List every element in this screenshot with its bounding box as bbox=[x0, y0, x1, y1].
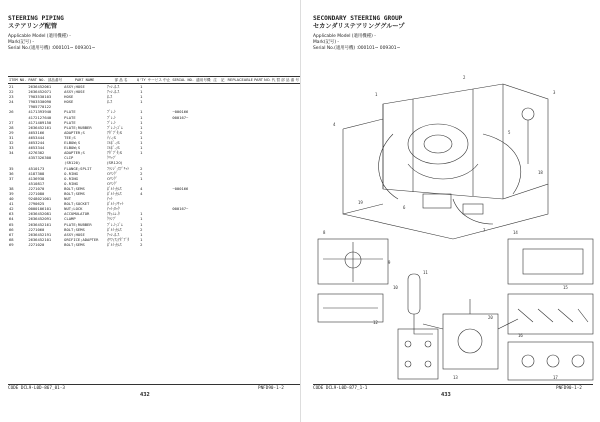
left-footer-code: CODE DCL9-L0D-867_01-3 bbox=[8, 386, 65, 391]
table-row bbox=[8, 242, 300, 247]
cell-item: 67 bbox=[9, 231, 14, 237]
cell-jp: ﾅｯﾄ bbox=[107, 196, 113, 202]
left-serial-no: Serial No.(適用号機) :000101~ 009301~ bbox=[8, 46, 96, 51]
pump-body bbox=[408, 124, 468, 164]
cell-jp: ﾎﾞﾙﾄ;ｾﾑｽ bbox=[107, 241, 122, 247]
left-footer-rule bbox=[8, 384, 300, 385]
cell-pn: 9248021001 bbox=[28, 196, 52, 202]
cell-jp: ｱｷｭﾑﾚ-ﾀ bbox=[107, 211, 120, 217]
cell-name: NUT;LOCK bbox=[64, 206, 83, 212]
cell-name: BOLT;SEMS bbox=[64, 241, 85, 247]
cell-name: PLATE;RUBBER bbox=[64, 221, 92, 227]
cell-jp: ｸﾘｯﾌﾟ bbox=[107, 155, 117, 161]
cell-pn: 2636452061 bbox=[28, 84, 52, 89]
bolt-4 bbox=[425, 361, 431, 367]
frame-side bbox=[343, 119, 383, 214]
cell-name: BOLT;SEMS bbox=[64, 190, 85, 196]
header-part-no: PART NO. 部品番号 bbox=[28, 78, 63, 82]
cell-name: PLATE bbox=[64, 114, 76, 120]
cell-qty: 4 bbox=[140, 185, 143, 191]
cell-item: 36 bbox=[9, 170, 14, 176]
manifold-block bbox=[443, 314, 498, 369]
cell-pn: 2636452071 bbox=[28, 89, 52, 95]
header-qty: Q'TY bbox=[136, 78, 146, 82]
cell-pn: 4510817 bbox=[28, 180, 45, 186]
cell-pn: 0000106101 bbox=[28, 206, 52, 212]
detail-box-a-lines bbox=[323, 242, 383, 282]
cell-name: CLIP bbox=[64, 155, 74, 161]
cell-serial bbox=[171, 242, 211, 247]
cell-pn: J271070 bbox=[28, 185, 45, 191]
cell-item: 40 bbox=[9, 196, 14, 202]
callout-label: 19 bbox=[358, 200, 363, 205]
detail-c-part bbox=[523, 249, 583, 274]
header-service: サービス 中止 bbox=[147, 78, 171, 82]
cell-jp: ｱｯｼ-ﾎ-ｽ bbox=[107, 89, 120, 95]
cell-qty: 1 bbox=[140, 221, 143, 227]
cell-pn: 4136938 bbox=[28, 175, 45, 181]
pump-core bbox=[424, 135, 452, 153]
cell-pn: 4653166 bbox=[28, 129, 45, 135]
cell-qty: 1 bbox=[140, 150, 143, 156]
callout-label: 13 bbox=[453, 375, 458, 380]
right-applicable-model: Applicable Model (適用機種) - bbox=[313, 34, 376, 39]
cell-qty: 1 bbox=[140, 119, 143, 125]
left-mark: Mark(記号) - bbox=[8, 40, 35, 45]
left-page-number: 432 bbox=[140, 392, 150, 398]
cell-name: HOSE bbox=[64, 94, 74, 100]
detail-e-circle-2 bbox=[547, 355, 559, 367]
cell-qty: 1 bbox=[140, 211, 143, 217]
cell-pn: 7903530103 bbox=[28, 94, 52, 100]
cell-item: 37 bbox=[9, 175, 14, 181]
right-title-en: SECONDARY STEERING GROUP bbox=[313, 15, 403, 22]
right-serial-no: Serial No.(適用号機) :000101~ 009301~ bbox=[313, 46, 401, 51]
detail-box-e bbox=[508, 342, 593, 380]
frame-outline bbox=[383, 84, 548, 199]
cell-qty: 1 bbox=[140, 109, 143, 115]
cell-note bbox=[219, 242, 227, 247]
cell-qty: 1 bbox=[140, 134, 143, 140]
cell-item: 35 bbox=[9, 165, 14, 171]
cell-name: ELBOW;S bbox=[64, 145, 81, 151]
left-title-en: STEERING PIPING bbox=[8, 15, 64, 22]
cell-name: PLATE bbox=[64, 119, 76, 125]
cell-qty: 1 bbox=[140, 216, 143, 222]
cell-jp: ﾌﾟﾚ-ﾄ bbox=[107, 119, 116, 125]
cell-qty: 1 bbox=[140, 140, 143, 146]
bracket-plate bbox=[398, 329, 438, 379]
cell-qty: 2 bbox=[140, 170, 143, 176]
cell-name: PLATE;RUBBER bbox=[64, 124, 92, 130]
cell-jp: ﾌﾟﾚ-ﾄ;ｺﾞﾑ bbox=[107, 124, 123, 130]
callout-label: 2 bbox=[463, 75, 466, 80]
cell-pn: J790625 bbox=[28, 201, 45, 207]
cell-item: 41 bbox=[9, 201, 14, 207]
bolt-3 bbox=[405, 361, 411, 367]
cell-name: ASSY;HOSE bbox=[64, 231, 85, 237]
cell-jp: ﾎﾞﾙﾄ;ｾﾑｽ bbox=[107, 185, 122, 191]
cell-name: ASSY;HOSE bbox=[64, 89, 85, 95]
right-title-jp: セカンダリステアリンググループ bbox=[313, 23, 405, 30]
cell-pn: 7903530090 bbox=[28, 99, 52, 105]
cell-pn: 4171393940 bbox=[28, 109, 52, 115]
cell-pn: 4653444 bbox=[28, 134, 45, 140]
cell-pn: 4172127640 bbox=[28, 114, 52, 120]
cell-item: 64 bbox=[9, 216, 14, 222]
cell-qty: 1 bbox=[140, 99, 143, 105]
callout-label: 4 bbox=[333, 122, 336, 127]
cell-name: BOLT;SOCKET bbox=[64, 201, 90, 207]
cell-pn: 2636452101 bbox=[28, 236, 52, 242]
header-jp-name: 部 品 名 bbox=[106, 77, 136, 84]
cell-jp: Oﾘﾝｸﾞ bbox=[107, 180, 118, 186]
cell-serial: 000167~ bbox=[172, 114, 189, 120]
manifold-port bbox=[458, 329, 482, 353]
cell-name: FLANGE;SPLIT bbox=[64, 165, 92, 171]
callout-label: 14 bbox=[513, 230, 518, 235]
cell-jp: ｱｯｼ-ﾎ-ｽ bbox=[107, 84, 120, 89]
cell-note bbox=[227, 242, 300, 247]
cell-pn: 4510173 bbox=[28, 165, 45, 171]
cell-pn: J271020 bbox=[28, 241, 45, 247]
cell-item: 27 bbox=[9, 119, 14, 125]
cell-qty: 1 bbox=[140, 145, 143, 151]
cell-pn: 4653244 bbox=[28, 140, 45, 146]
cell-qty: 2 bbox=[140, 241, 143, 247]
cell-jp: ﾎ-ｽ bbox=[107, 94, 113, 100]
cell-item: 68 bbox=[9, 236, 14, 242]
cell-pn: 2636452161 bbox=[28, 124, 52, 130]
cell-serial: ~000166 bbox=[172, 185, 189, 191]
cell-qty: 2 bbox=[140, 165, 143, 171]
cell-qty: 1 bbox=[140, 89, 143, 95]
left-title-jp: ステアリング配管 bbox=[8, 23, 58, 30]
cell-pn: 2636452081 bbox=[28, 211, 52, 217]
cell-pn: 2636452191 bbox=[28, 231, 52, 237]
cell-pn: 4171409150 bbox=[28, 119, 52, 125]
callout-label: 8 bbox=[323, 230, 326, 235]
cell-qty: 1 bbox=[140, 114, 143, 120]
callout-label: 9 bbox=[388, 260, 391, 265]
parts-table-body bbox=[8, 84, 300, 248]
cell-item: 26 bbox=[9, 109, 14, 115]
right-page-number: 433 bbox=[441, 392, 451, 398]
cell-qty: 1 bbox=[140, 124, 143, 130]
cell-item: 63 bbox=[9, 211, 14, 217]
cell-qty: 1 bbox=[140, 94, 143, 100]
cell-item: 22 bbox=[9, 89, 14, 95]
cell-jp: ｴﾙﾎﾞ-;S bbox=[107, 145, 120, 151]
parts-table-header bbox=[8, 77, 300, 84]
left-footer-right: PNFD90-1-2 bbox=[258, 386, 284, 391]
cell-note bbox=[212, 242, 219, 247]
cell-serial: 000167~ bbox=[172, 206, 189, 212]
right-mark: Mark(記号) - bbox=[313, 40, 340, 45]
bolt-2 bbox=[425, 341, 431, 347]
callout-label: 7 bbox=[483, 228, 486, 233]
fittings-row bbox=[518, 309, 588, 322]
cell-item: 38 bbox=[9, 185, 14, 191]
detail-box-d bbox=[508, 294, 593, 334]
cell-jp: ﾃｨ-;S bbox=[107, 134, 116, 140]
cell-name: NUT bbox=[64, 196, 72, 202]
cell-item: 31 bbox=[9, 134, 14, 140]
right-page bbox=[300, 0, 600, 422]
callout-label: 6 bbox=[403, 205, 406, 210]
right-footer-rule bbox=[313, 384, 593, 385]
callout-label: 16 bbox=[518, 333, 523, 338]
cell-pn: J271080 bbox=[28, 190, 45, 196]
cell-jp: ﾎ-ｽ bbox=[107, 99, 113, 105]
cell-item: 42 bbox=[9, 206, 14, 212]
bolt-1 bbox=[405, 341, 411, 347]
cell-item: 24 bbox=[9, 99, 14, 105]
cell-pn: J271060 bbox=[28, 226, 45, 232]
callout-label: 3 bbox=[553, 90, 556, 95]
cell-pn: 4276302 bbox=[28, 150, 45, 156]
parts-table bbox=[8, 76, 300, 247]
cell-item: 65 bbox=[9, 221, 14, 227]
cell-pn: 4187308 bbox=[28, 170, 45, 176]
cell-qty: 1 bbox=[140, 231, 143, 237]
cell-jp: ﾅｯﾄ;ﾛｯｸ bbox=[107, 206, 120, 212]
cell-qty: 1 bbox=[140, 236, 143, 242]
cell-jp: ｴﾙﾎﾞ-;S bbox=[107, 140, 120, 146]
cell-item: 23 bbox=[9, 94, 14, 100]
header-replaceable: REPLACEABLE PART NO. 代 替 部 品 番 号 bbox=[227, 78, 299, 82]
cell-name: O-RING bbox=[64, 175, 78, 181]
cell-jp: ﾎﾞﾙﾄ;ｾﾑｽ bbox=[107, 226, 122, 232]
cell-name: ELBOW;S bbox=[64, 140, 81, 146]
cell-name: BOLT;SEMS bbox=[64, 226, 85, 232]
left-applicable-model: Applicable Model (適用機種) - bbox=[8, 34, 71, 39]
cell-pn: 4653344 bbox=[28, 145, 45, 151]
header-serial: SERIAL NO. 適用号機 bbox=[172, 78, 211, 82]
cell-svc bbox=[147, 242, 172, 247]
callout-label: 18 bbox=[538, 170, 543, 175]
cell-name: PLATE bbox=[64, 109, 76, 115]
cell-name: O-RING bbox=[64, 180, 78, 186]
detail-e-circle-3 bbox=[572, 355, 584, 367]
right-footer-code: CODE DCL9-L0D-877_1-1 bbox=[313, 386, 368, 391]
cell-name: HOSE bbox=[64, 99, 74, 105]
callout-label: 5 bbox=[508, 130, 511, 135]
cell-pn: 2636452091 bbox=[28, 216, 52, 222]
cell-item: 29 bbox=[9, 129, 14, 135]
hose-4 bbox=[453, 199, 493, 224]
cell-name: ADAPTER;S bbox=[64, 150, 85, 156]
callout-label: 12 bbox=[373, 320, 378, 325]
callout-label: 10 bbox=[393, 285, 398, 290]
cell-name: ASSY;HOSE bbox=[64, 84, 85, 89]
hose-1 bbox=[408, 164, 478, 179]
cell-item: 33 bbox=[9, 145, 14, 151]
reservoir bbox=[522, 108, 534, 120]
cell-serial: ~000166 bbox=[172, 109, 189, 115]
cell-qty: 4 bbox=[140, 190, 143, 196]
cell-jp: ﾎﾞﾙﾄ;ｿｹｯﾄ bbox=[107, 201, 124, 207]
hose-3 bbox=[483, 134, 521, 194]
cell-item: 34 bbox=[9, 150, 14, 156]
cell-name: BOLT;SEMS bbox=[64, 185, 85, 191]
cell-item: 28 bbox=[9, 124, 14, 130]
cell-jp: ﾌﾟﾚ-ﾄ;ｺﾞﾑ bbox=[107, 221, 123, 227]
cell-jp: ｵﾘﾌｨｽ;ｱﾀﾞﾌﾟﾀ bbox=[107, 236, 130, 242]
callout-label: 20 bbox=[488, 315, 493, 320]
cell-name: ORIFICE;ADAPTER bbox=[64, 236, 99, 242]
cell-item: 21 bbox=[9, 84, 14, 89]
callout-label: 15 bbox=[563, 285, 568, 290]
cell-name: CLAMP bbox=[64, 216, 76, 222]
cell-jp: ﾌﾟﾚ-ﾄ bbox=[107, 109, 116, 115]
cell-name: ADAPTER;S bbox=[64, 129, 85, 135]
cell-qty: 2 bbox=[140, 226, 143, 232]
cell-qty: 1 bbox=[140, 84, 143, 89]
right-footer-right: PNFD90-1-2 bbox=[556, 386, 582, 391]
callout-label: 11 bbox=[423, 270, 428, 275]
cell-name: ACCUMULATOR bbox=[64, 211, 90, 217]
cell-item: 69 bbox=[9, 241, 14, 247]
cell-pn: 2636452161 bbox=[28, 221, 52, 227]
cell-jp: Oﾘﾝｸﾞ bbox=[107, 175, 118, 181]
accumulator bbox=[408, 274, 420, 314]
cell-qty: 2 bbox=[140, 129, 143, 135]
valve-block bbox=[423, 194, 451, 208]
cell-item: 32 bbox=[9, 140, 14, 146]
cell-name: O-RING bbox=[64, 170, 78, 176]
header-col-b: 記 bbox=[219, 77, 227, 84]
cell-jp: ﾌﾟﾚ-ﾄ bbox=[107, 114, 116, 120]
valve-block-2 bbox=[463, 204, 483, 214]
cell-name: TEE;S bbox=[64, 134, 76, 140]
cell-jp: ｱﾀﾞﾌﾟﾀ;S bbox=[107, 129, 123, 135]
cell-pn: 4357326300 bbox=[28, 155, 52, 161]
cell-pn: 7905770122 bbox=[28, 104, 52, 110]
cell-jp: ｸﾗﾝﾌﾟ bbox=[107, 216, 117, 222]
exploded-parts-diagram bbox=[313, 74, 597, 386]
callout-label: 17 bbox=[553, 375, 558, 380]
header-item: ITEM NO. bbox=[9, 78, 27, 82]
detail-box-c bbox=[508, 239, 593, 284]
cell-jp: ﾌﾗﾝｼﾞ;ｽﾌﾟﾘｯﾄ bbox=[107, 165, 130, 171]
cell-item: 39 bbox=[9, 190, 14, 196]
cell-jp: ｱﾀﾞﾌﾟﾀ;S bbox=[107, 150, 123, 156]
header-part-name: PART NAME bbox=[63, 77, 106, 84]
detail-e-circle-1 bbox=[522, 355, 534, 367]
cell-qty: 1 bbox=[140, 175, 143, 181]
cell-jp: (SR120) bbox=[107, 160, 123, 166]
cell-jp: ｱｯｼ-ﾎ-ｽ bbox=[107, 231, 120, 237]
callout-label: 1 bbox=[375, 92, 378, 97]
cell-jp: ﾎﾞﾙﾄ;ｾﾑｽ bbox=[107, 190, 122, 196]
cell-jp: Oﾘﾝｸﾞ bbox=[107, 170, 118, 176]
cell-name: (SR120) bbox=[64, 160, 81, 166]
cell-item: 66 bbox=[9, 226, 14, 232]
header-col-a: 注 bbox=[213, 78, 217, 82]
